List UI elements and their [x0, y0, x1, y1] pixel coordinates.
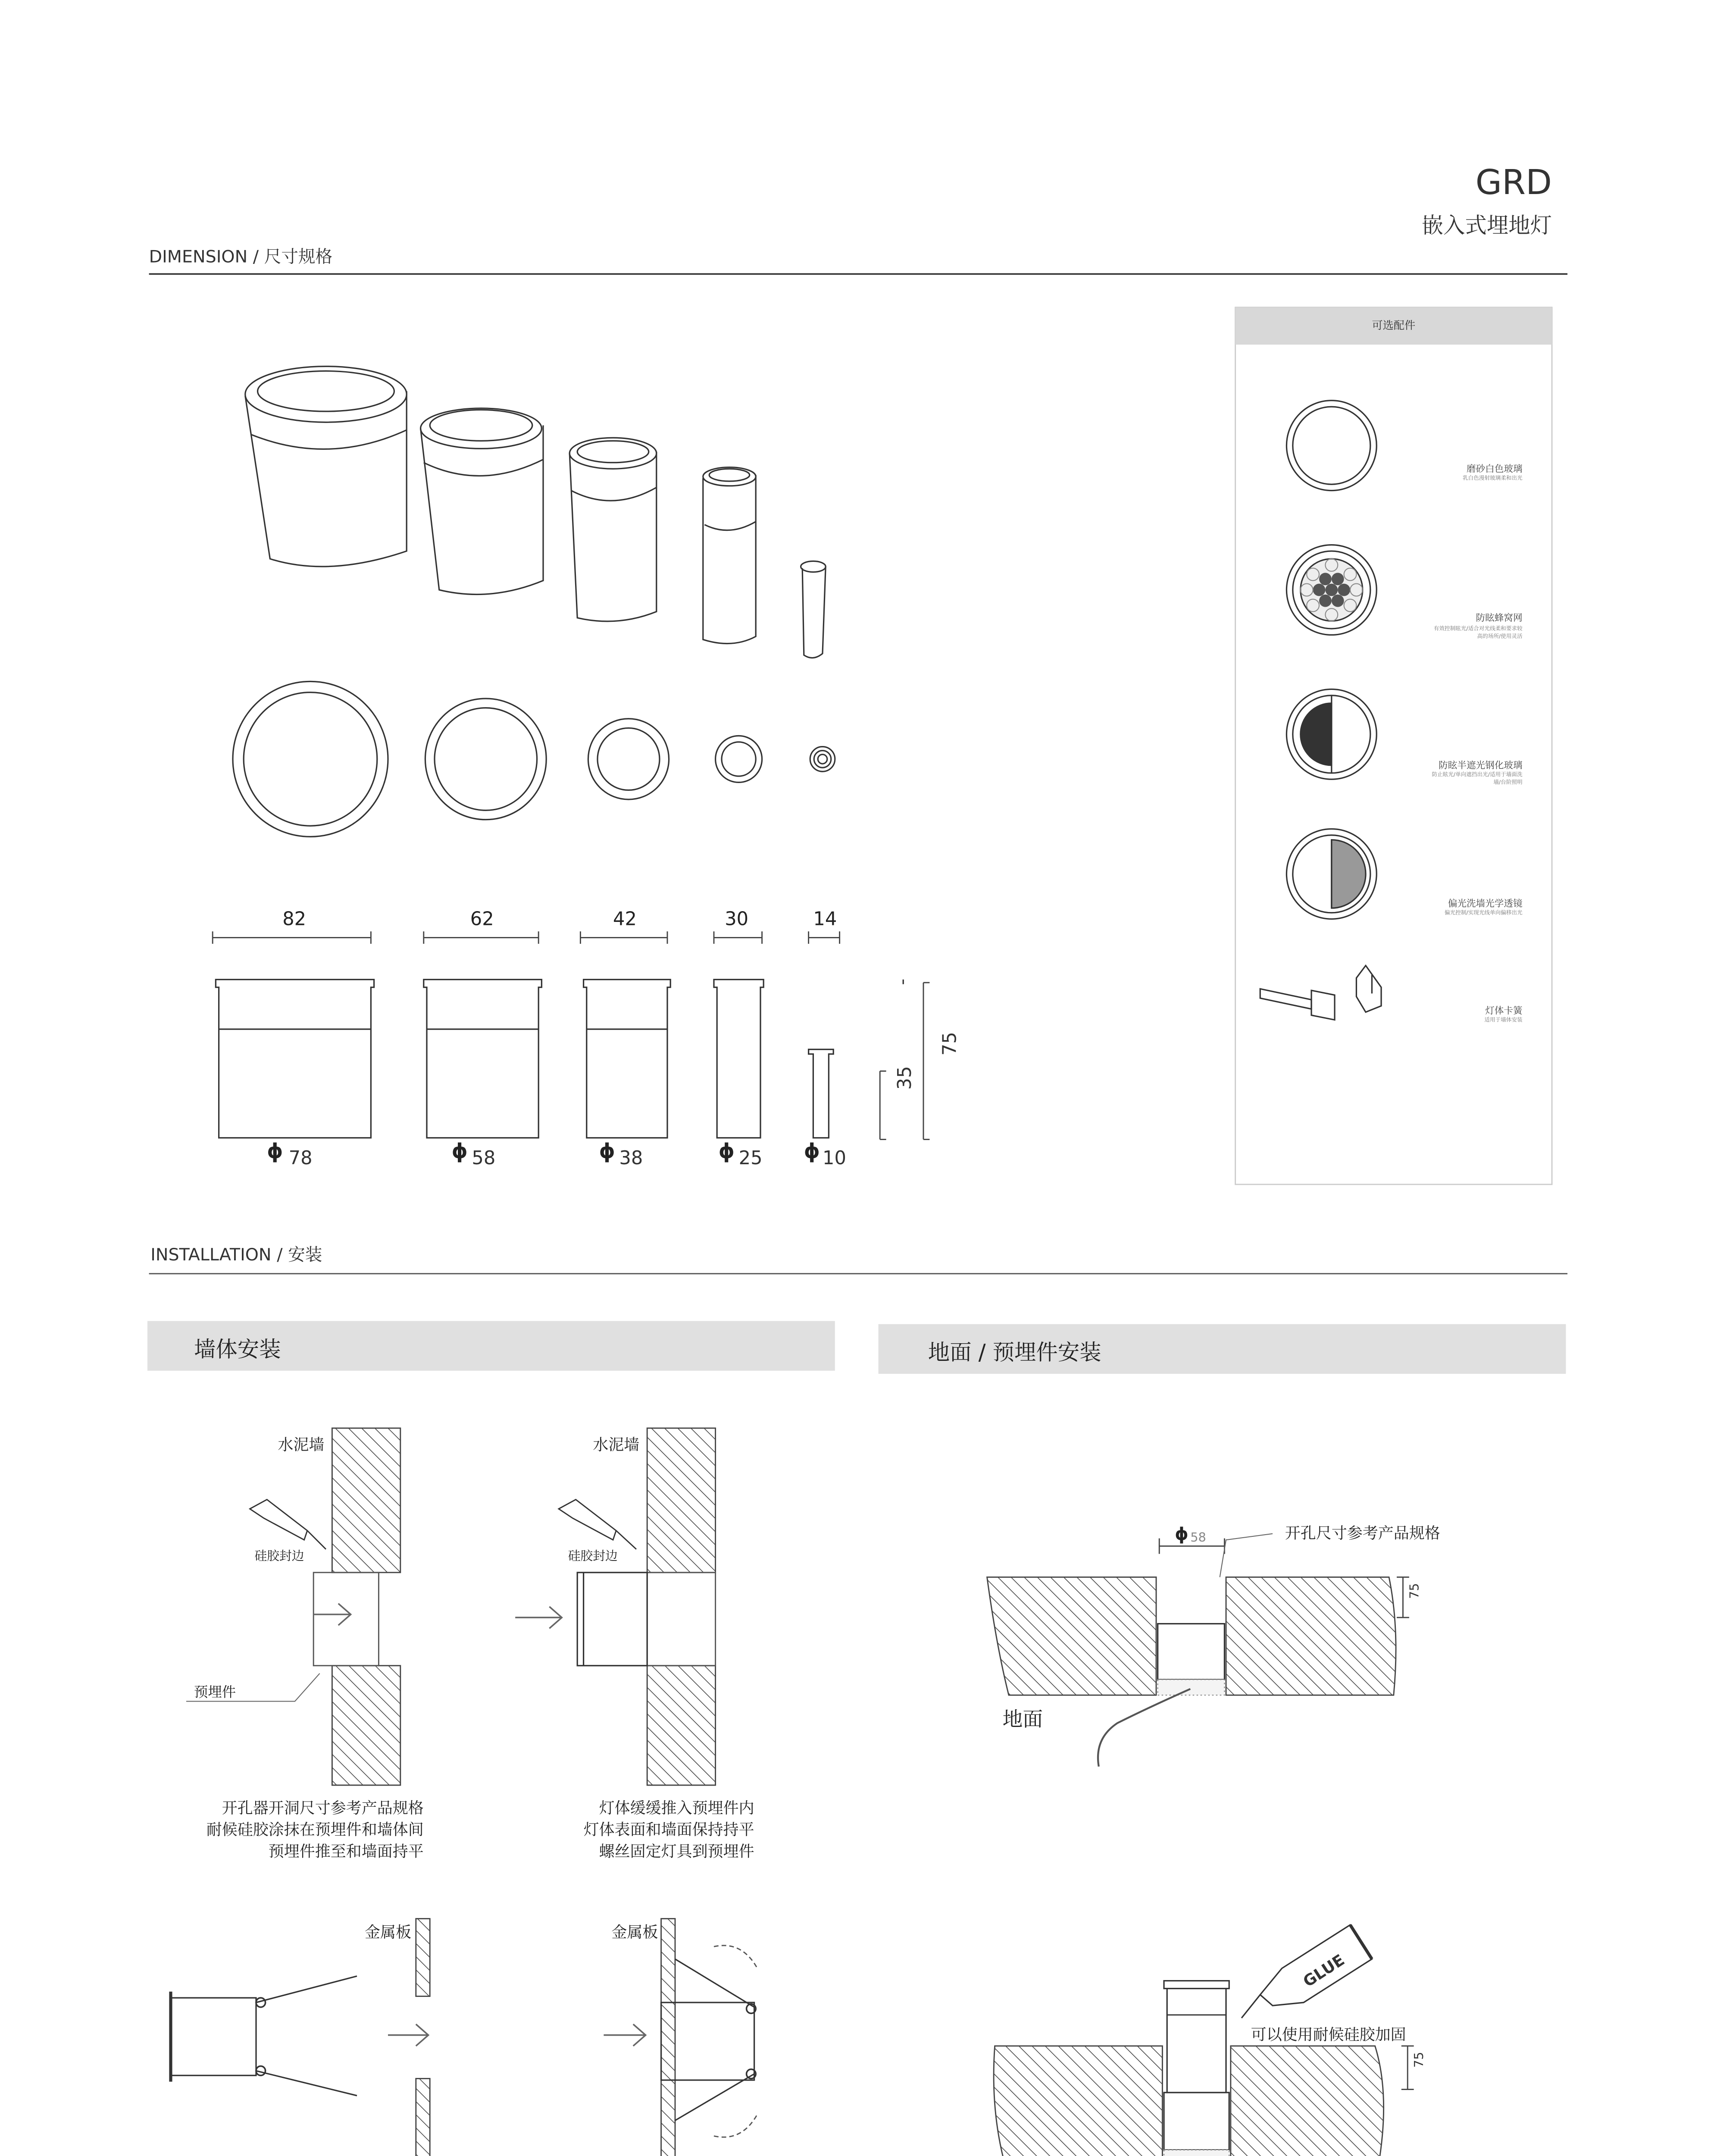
- diameter-symbol-icon: ϕ: [1175, 1524, 1189, 1545]
- accessory-name-frosted-glass: 磨砂白色玻璃: [1466, 464, 1523, 475]
- height-label-75: 75: [939, 1032, 961, 1056]
- accessory-desc-spring-clip: 适用于墙体安装: [1484, 1017, 1523, 1023]
- caption-line: 灯体缓缓推入预埋件内: [599, 1801, 754, 1818]
- dimension-title-en: DIMENSION: [149, 247, 248, 267]
- ground-label-1: 地面: [1002, 1709, 1043, 1733]
- accessory-desc-frosted-glass: 乳白色漫射玻璃柔和出光: [1463, 475, 1523, 481]
- front-views: [233, 681, 835, 837]
- caption-line: 开孔器开洞尺寸参考产品规格: [222, 1801, 424, 1818]
- metal-plate-label-1: 金属板: [365, 1925, 411, 1942]
- caption-line: 预埋件推至和墙面持平: [268, 1844, 424, 1861]
- caption-line: 耐候硅胶涂抹在预埋件和墙体间: [206, 1822, 424, 1839]
- accessories-title: 可选配件: [1372, 320, 1416, 332]
- installation-title-cn: / 安装: [277, 1245, 322, 1265]
- hole-size-note: 开孔尺寸参考产品规格: [1285, 1526, 1440, 1543]
- embedded-part-label: 预埋件: [194, 1686, 236, 1702]
- glue-tube-label: GLUE: [1300, 1951, 1348, 1991]
- silicone-edge-label-1: 硅胶封边: [254, 1549, 304, 1564]
- accessory-desc-half-shield: 防止眩光/单向遮挡出光/适用于墙面洗墙/台阶照明: [1432, 771, 1523, 786]
- width-label-62: 62: [470, 908, 494, 930]
- caption-line: 灯体表面和墙面保持持平: [583, 1822, 754, 1839]
- wall-step2-caption: [559, 1799, 754, 1864]
- diameter-label-10: 10: [823, 1147, 846, 1169]
- accessory-name-half-shield: 防眩半遮光钢化玻璃: [1439, 761, 1523, 772]
- product-subtitle: 嵌入式埋地灯: [1421, 214, 1552, 239]
- caption-line: 螺丝固定灯具到预埋件: [599, 1844, 754, 1861]
- width-label-30: 30: [725, 908, 749, 930]
- dimension-title-cn: / 尺寸规格: [253, 247, 333, 267]
- diameter-symbol-icon: ϕ: [451, 1141, 468, 1164]
- model-code: GRD: [1475, 164, 1552, 204]
- installation-section-title: [150, 1242, 322, 1267]
- diameter-label-38: 38: [619, 1147, 643, 1169]
- svg-text-labels: [289, 1032, 1426, 2068]
- silicone-edge-label-2: 硅胶封边: [568, 1549, 618, 1564]
- width-label-14: 14: [813, 908, 837, 930]
- diameter-symbol-icon: ϕ: [804, 1141, 820, 1164]
- side-views: [216, 980, 903, 1138]
- isometric-views: [245, 367, 826, 658]
- ground-diameter-value: 58: [1190, 1529, 1206, 1545]
- dimension-section-title: [149, 244, 333, 269]
- dimension-lines: [213, 931, 929, 1139]
- accessory-name-honeycomb: 防眩蜂窝网: [1476, 613, 1523, 624]
- cement-wall-label-2: 水泥墙: [593, 1437, 640, 1455]
- diameter-label-78: 78: [288, 1147, 313, 1169]
- ground-depth-value-2: 75: [1411, 2052, 1426, 2068]
- cement-wall-label-1: 水泥墙: [278, 1437, 325, 1455]
- accessory-name-spring-clip: 灯体卡簧: [1485, 1006, 1523, 1017]
- diameter-symbol-icon: ϕ: [718, 1141, 735, 1164]
- diameter-label-58: 58: [472, 1147, 496, 1169]
- height-label-35: 35: [894, 1066, 916, 1090]
- ground-install-heading: 地面 / 预埋件安装: [928, 1341, 1101, 1366]
- diameter-label-25: 25: [738, 1147, 763, 1169]
- wall-step4-figure: [604, 1919, 757, 2156]
- glue-note: 可以使用耐候硅胶加固: [1251, 2027, 1406, 2045]
- accessory-name-wallwash-lens: 偏光洗墙光学透镜: [1448, 899, 1523, 910]
- width-label-82: 82: [282, 908, 307, 930]
- wall-install-heading: 墙体安装: [194, 1338, 281, 1363]
- wall-step1-caption: [188, 1799, 424, 1864]
- diameter-symbol-icon: ϕ: [267, 1141, 283, 1164]
- metal-plate-label-2: 金属板: [611, 1925, 658, 1942]
- accessory-desc-honeycomb: 有效控制眩光/适合对光线柔和要求较高的场所/使用灵活: [1433, 625, 1523, 640]
- wall-step3-figure: [171, 1919, 430, 2156]
- accessory-desc-wallwash-lens: 偏光控制/实现光线单向偏移出光: [1444, 909, 1523, 916]
- installation-title-en: INSTALLATION: [150, 1245, 272, 1265]
- wall-step1-figure: [186, 1428, 400, 1785]
- width-label-42: 42: [613, 908, 637, 930]
- ground-step1-figure: [987, 1534, 1409, 1767]
- wall-step2-figure: [515, 1428, 715, 1785]
- ground-depth-value-1: 75: [1407, 1583, 1422, 1599]
- diameter-symbol-icon: ϕ: [599, 1141, 615, 1164]
